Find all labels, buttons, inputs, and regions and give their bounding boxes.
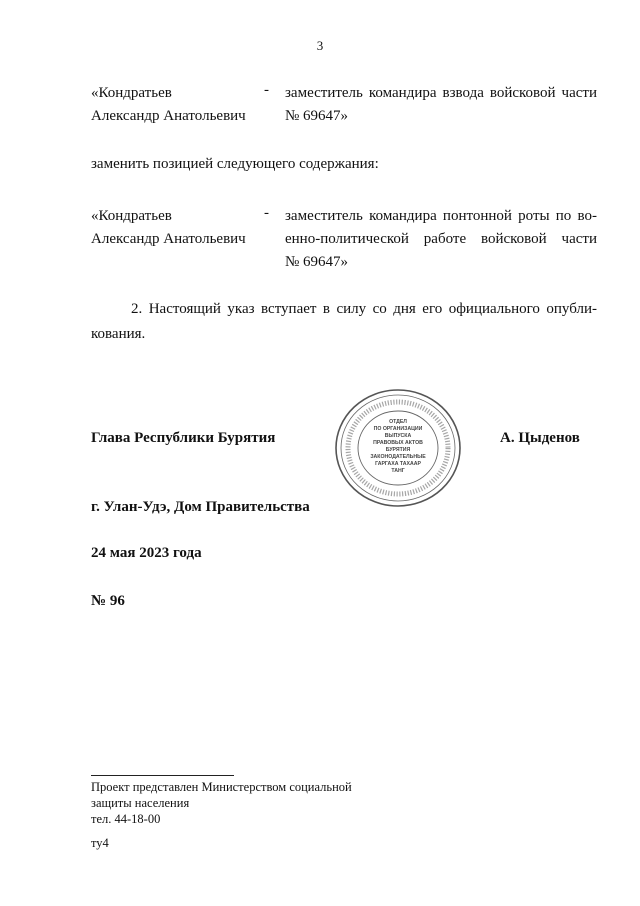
new-entry-position — [285, 205, 597, 274]
old-entry-name-line1: «Кондратьев — [91, 85, 172, 101]
decree-date: 24 мая 2023 года — [91, 545, 202, 561]
signatory-name: А. Цыденов — [500, 430, 580, 446]
paragraph-2-line: кования. — [91, 326, 146, 342]
decree-number: № 96 — [91, 593, 125, 609]
old-entry-name-line2: Александр Анатольевич — [91, 108, 246, 124]
footer-divider — [91, 775, 234, 776]
paragraph-2 — [91, 297, 597, 347]
new-entry-position-line: енно-политической работе войсковой части — [285, 231, 597, 247]
old-entry-position — [285, 82, 597, 128]
replace-instruction: заменить позицией следующего содержания: — [91, 156, 379, 172]
new-entry-position-line: № 69647» — [285, 254, 349, 270]
paragraph-2-line: 2. Настоящий указ вступает в силу со дня его официального опубли- — [131, 301, 597, 317]
new-entry-name-line2: Александр Анатольевич — [91, 231, 246, 247]
seal-text-line: ОТДЕЛ — [389, 419, 407, 425]
new-entry-name-line1: «Кондратьев — [91, 208, 172, 224]
place-of-signing: г. Улан-Удэ, Дом Правительства — [91, 499, 310, 515]
old-entry-dash: - — [264, 82, 269, 98]
seal-text-line: ТАНГ — [391, 468, 405, 474]
footer-line: защиты населения — [91, 796, 190, 810]
new-entry-dash: - — [264, 205, 269, 221]
footer-code: ту4 — [91, 836, 109, 850]
footer-line: тел. 44-18-00 — [91, 812, 161, 826]
old-entry-position-line: заместитель командира взвода войсковой части — [285, 85, 597, 101]
seal-text-line: ГАРГАХА ТАХААР — [375, 461, 421, 467]
signatory-title: Глава Республики Бурятия — [91, 430, 276, 446]
seal-text-line: ЗАКОНОДАТЕЛЬНЫЕ — [370, 454, 426, 460]
seal-text-line: БУРЯТИЯ — [385, 447, 411, 453]
footer-note — [91, 779, 352, 827]
page-number: 3 — [316, 38, 324, 53]
new-entry-position-line: заместитель командира понтонной роты по во- — [285, 208, 597, 224]
footer-line: Проект представлен Министерством социальной — [91, 780, 352, 794]
official-seal — [333, 387, 463, 509]
seal-text-line: ПО ОРГАНИЗАЦИИ — [373, 426, 423, 432]
seal-text-line: ВЫПУСКА — [384, 433, 412, 439]
seal-text-line: ПРАВОВЫХ АКТОВ — [373, 440, 423, 446]
old-entry-position-line: № 69647» — [285, 108, 349, 124]
